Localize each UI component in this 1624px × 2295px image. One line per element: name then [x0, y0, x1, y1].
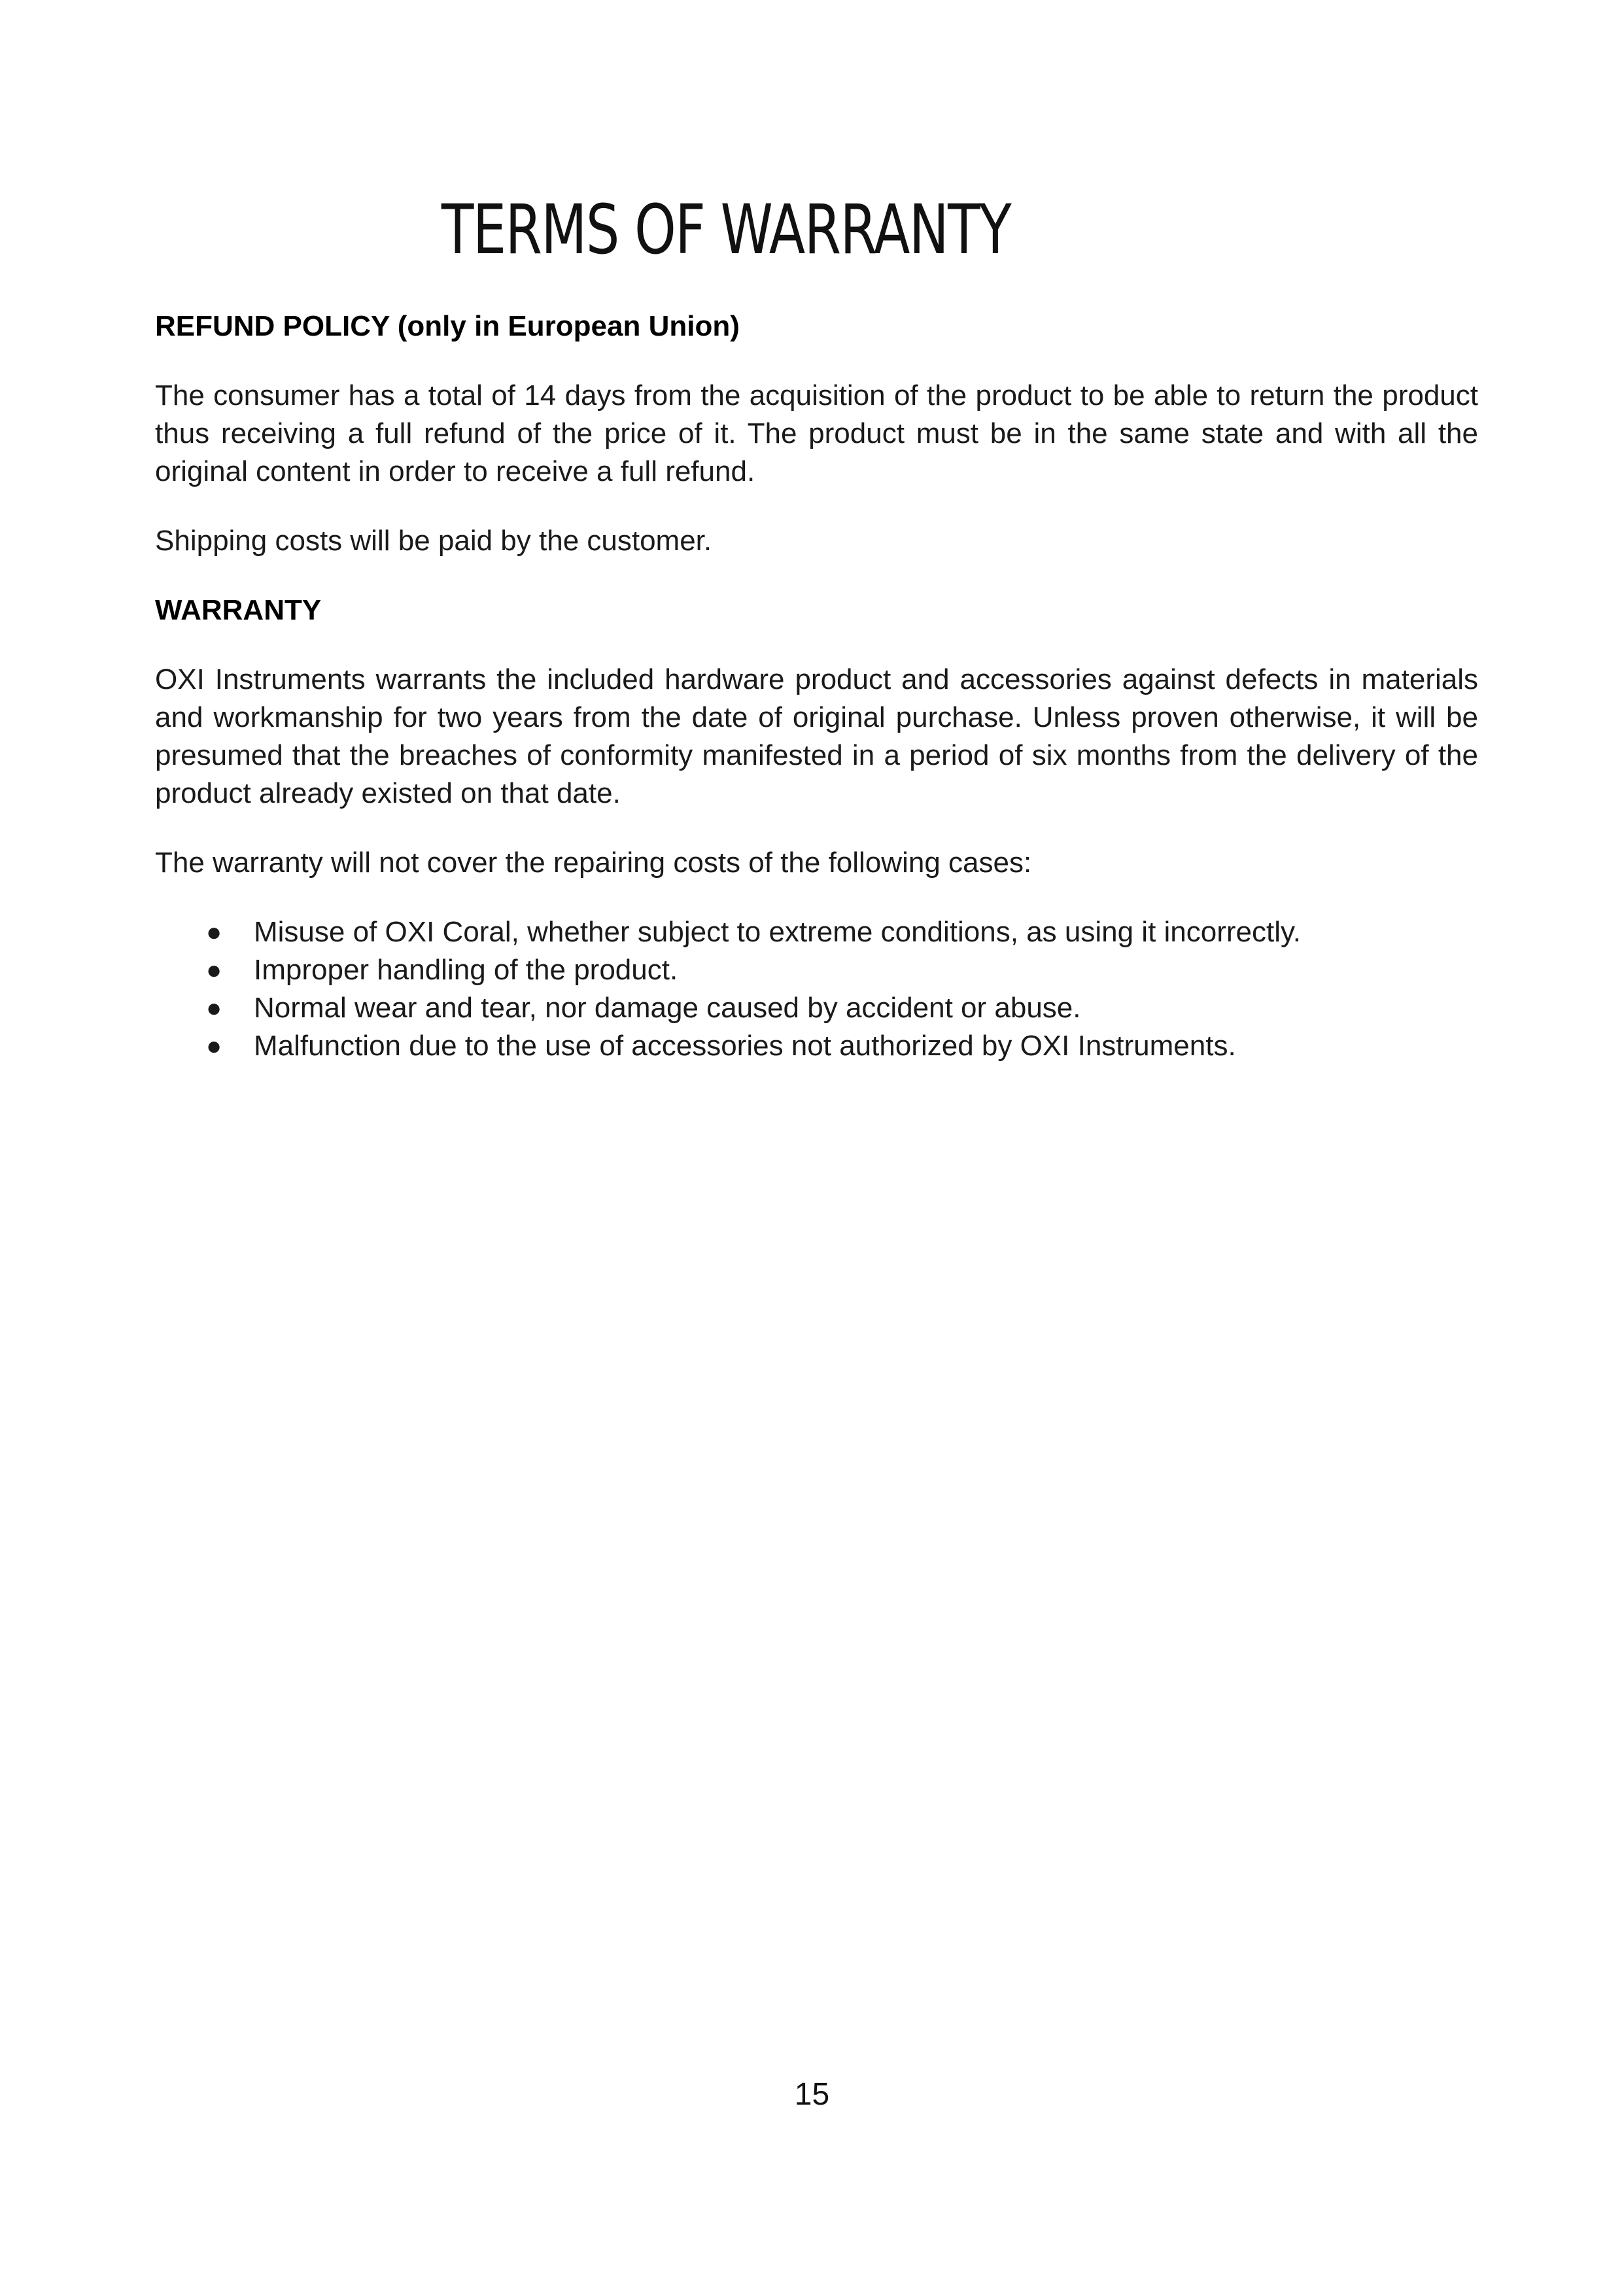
content-body: [155, 307, 1478, 1065]
bullet-icon: ●: [206, 994, 222, 1023]
bullet-icon: ●: [206, 1032, 222, 1060]
list-item-text: Malfunction due to the use of accessories not authorized by OXI Instruments.: [254, 1030, 1236, 1062]
list-item: [155, 913, 1478, 951]
shipping-costs-paragraph: Shipping costs will be paid by the customer.: [155, 525, 712, 557]
warranty-heading: WARRANTY: [155, 594, 322, 626]
list-item-text: Misuse of OXI Coral, whether subject to extreme conditions, as using it incorrectly.: [254, 916, 1301, 948]
refund-policy-heading: REFUND POLICY (only in European Union): [155, 310, 740, 342]
page-title: TERMS OF WARRANTY: [441, 190, 1011, 270]
page-number: 15: [794, 2077, 830, 2112]
refund-policy-section: [155, 307, 1478, 560]
warranty-paragraph: OXI Instruments warrants the included hardware product and accessories against defects in materials and workmanship for two years from the date of original purchase. Unless proven otherwise, it will be presumed that the breaches of conformity manifested in a period of six months from the delivery of the product already existed on that date.: [155, 663, 1478, 809]
list-item: [155, 1027, 1478, 1065]
bullet-icon: ●: [206, 918, 222, 947]
list-item-text: Improper handling of the product.: [254, 954, 678, 986]
warranty-section: [155, 591, 1478, 1065]
list-item-text: Normal wear and tear, nor damage caused by accident or abuse.: [254, 992, 1081, 1024]
list-item: [155, 951, 1478, 989]
list-item: [155, 989, 1478, 1027]
warranty-exclusions-list: [155, 913, 1478, 1065]
warranty-exclusions-intro: The warranty will not cover the repairing costs of the following cases:: [155, 847, 1032, 879]
refund-policy-paragraph: The consumer has a total of 14 days from the acquisition of the product to be able to return the product thus receiving a full refund of the price of it. The product must be in the same state and with all the original content in order to receive a full refund.: [155, 379, 1478, 487]
bullet-icon: ●: [206, 956, 222, 985]
